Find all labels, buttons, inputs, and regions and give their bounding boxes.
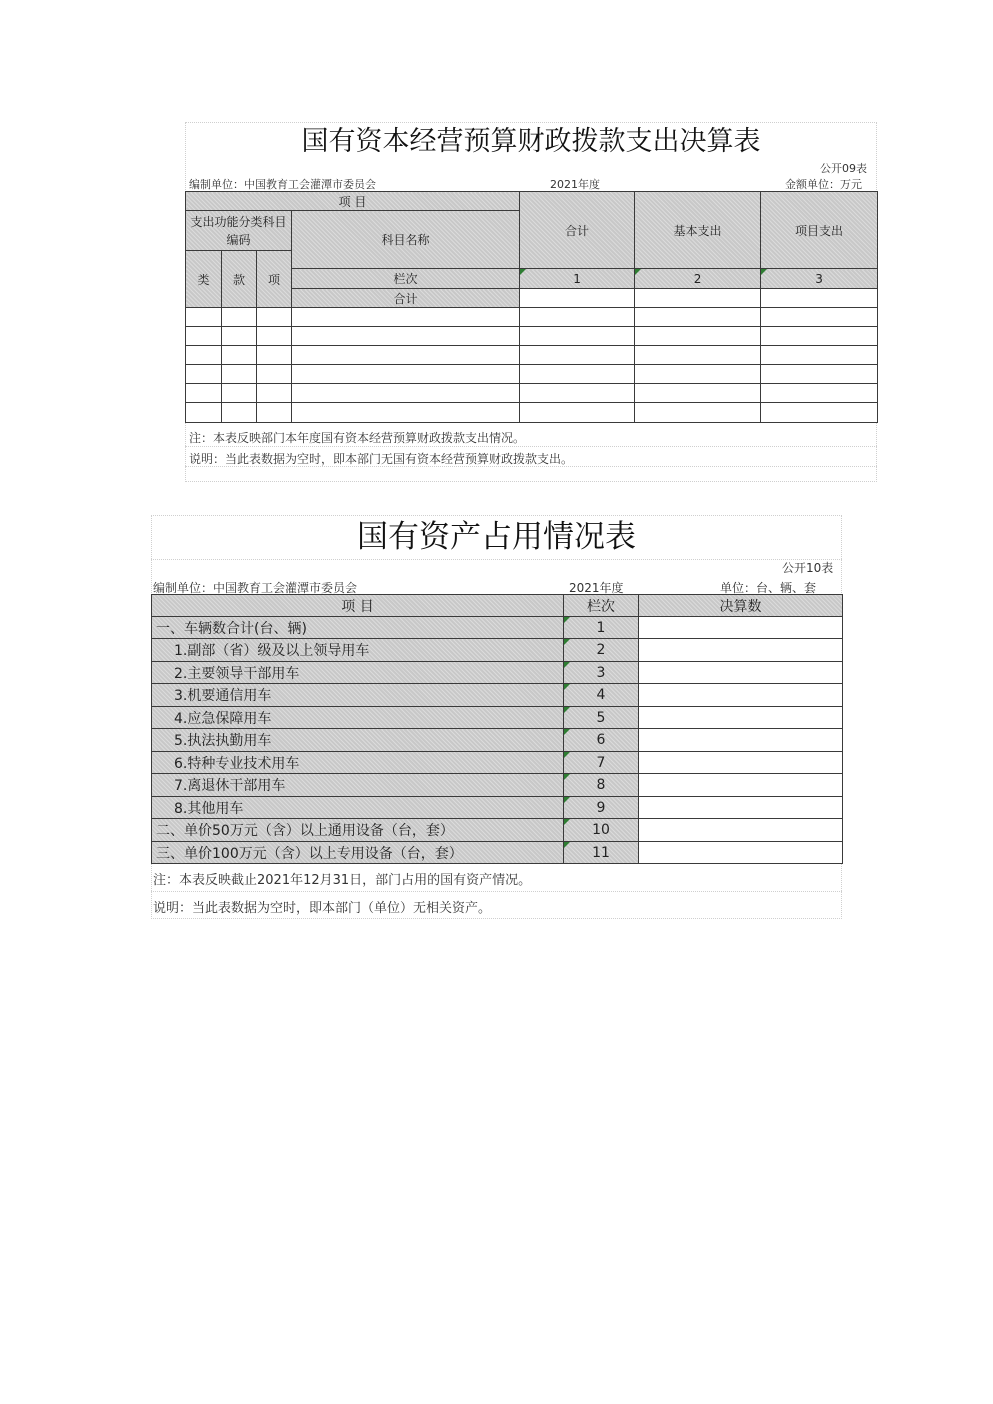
header-subject-name: 科目名称 — [292, 211, 520, 269]
cell-total — [520, 289, 635, 308]
row-number: 3 — [564, 662, 639, 684]
row-number: 11 — [564, 842, 639, 864]
table-row — [186, 346, 878, 365]
row-value — [639, 707, 843, 729]
cell-project — [761, 289, 878, 308]
row-value — [639, 662, 843, 684]
table1-year: 2021年度 — [550, 178, 600, 191]
table-row — [186, 308, 878, 327]
capital-budget-table — [185, 191, 878, 423]
row-number: 10 — [564, 819, 639, 842]
row-total-label: 合计 — [292, 289, 520, 308]
row-value — [639, 797, 843, 819]
row-value — [639, 729, 843, 752]
table-row — [152, 707, 843, 729]
header-xiang: 项 — [257, 251, 292, 308]
row-value — [639, 842, 843, 864]
table-row — [152, 639, 843, 662]
cell-basic — [635, 289, 761, 308]
table2-year: 2021年度 — [569, 581, 624, 595]
table-row — [152, 729, 843, 752]
row-value — [639, 617, 843, 639]
header-amount: 决算数 — [639, 595, 843, 617]
col-number: 2 — [635, 269, 761, 289]
table-row — [152, 842, 843, 864]
header-function-code: 支出功能分类科目编码 — [186, 211, 292, 251]
table-row — [152, 797, 843, 819]
row-number: 4 — [564, 684, 639, 707]
table1-explanation: 说明：当此表数据为空时，即本部门无国有资本经营预算财政拨款支出。 — [189, 452, 574, 466]
table-row — [186, 384, 878, 403]
gridline — [185, 466, 877, 467]
row-label: 1.副部（省）级及以上领导用车 — [152, 639, 564, 662]
row-number: 6 — [564, 729, 639, 752]
row-number: 1 — [564, 617, 639, 639]
gridline — [151, 559, 842, 560]
table2-unit: 单位：台、辆、套 — [720, 581, 817, 595]
row-value — [639, 752, 843, 774]
table-row — [152, 617, 843, 639]
table1-amount-unit: 金额单位：万元 — [785, 178, 862, 191]
header-total: 合计 — [520, 192, 635, 269]
col-number: 3 — [761, 269, 878, 289]
row-label: 三、单价100万元（含）以上专用设备（台，套） — [152, 842, 564, 864]
row-label: 3.机要通信用车 — [152, 684, 564, 707]
table2-code: 公开10表 — [782, 561, 834, 575]
row-value — [639, 639, 843, 662]
header-lanci: 栏次 — [564, 595, 639, 617]
col-number: 1 — [520, 269, 635, 289]
state-assets-table — [151, 594, 843, 864]
table1-note: 注：本表反映部门本年度国有资本经营预算财政拨款支出情况。 — [189, 431, 526, 445]
row-value — [639, 819, 843, 842]
row-label: 二、单价50万元（含）以上通用设备（台，套） — [152, 819, 564, 842]
table-row — [152, 662, 843, 684]
header-lei: 类 — [186, 251, 222, 308]
row-label: 4.应急保障用车 — [152, 707, 564, 729]
row-label: 5.执法执勤用车 — [152, 729, 564, 752]
header-item: 项 目 — [186, 192, 520, 211]
table2-note: 注：本表反映截止2021年12月31日，部门占用的国有资产情况。 — [153, 873, 532, 888]
header-kuan: 款 — [222, 251, 257, 308]
table-row — [152, 684, 843, 707]
table-row — [152, 819, 843, 842]
row-label: 7.离退休干部用车 — [152, 774, 564, 797]
row-lanci-label: 栏次 — [292, 269, 520, 289]
header-basic: 基本支出 — [635, 192, 761, 269]
table-row — [186, 403, 878, 423]
table1-unit-label: 编制单位：中国教育工会灌潭市委员会 — [189, 178, 376, 191]
row-value — [639, 684, 843, 707]
row-value — [639, 774, 843, 797]
table-row — [186, 327, 878, 346]
row-number: 5 — [564, 707, 639, 729]
header-item: 项 目 — [152, 595, 564, 617]
gridline — [151, 891, 842, 892]
table-row — [152, 752, 843, 774]
row-label: 2.主要领导干部用车 — [152, 662, 564, 684]
row-number: 2 — [564, 639, 639, 662]
row-label: 6.特种专业技术用车 — [152, 752, 564, 774]
table2-unit-label: 编制单位：中国教育工会灌潭市委员会 — [153, 581, 358, 595]
row-number: 9 — [564, 797, 639, 819]
table1-code: 公开09表 — [820, 162, 867, 175]
row-label: 一、车辆数合计(台、辆) — [152, 617, 564, 639]
gridline — [185, 446, 877, 447]
table-row — [186, 365, 878, 384]
table2-explanation: 说明：当此表数据为空时，即本部门（单位）无相关资产。 — [153, 901, 492, 916]
row-label: 8.其他用车 — [152, 797, 564, 819]
row-number: 7 — [564, 752, 639, 774]
table1-title: 国有资本经营预算财政拨款支出决算表 — [301, 126, 761, 157]
table-row — [152, 774, 843, 797]
row-number: 8 — [564, 774, 639, 797]
table2-title: 国有资产占用情况表 — [357, 519, 636, 555]
header-project: 项目支出 — [761, 192, 878, 269]
